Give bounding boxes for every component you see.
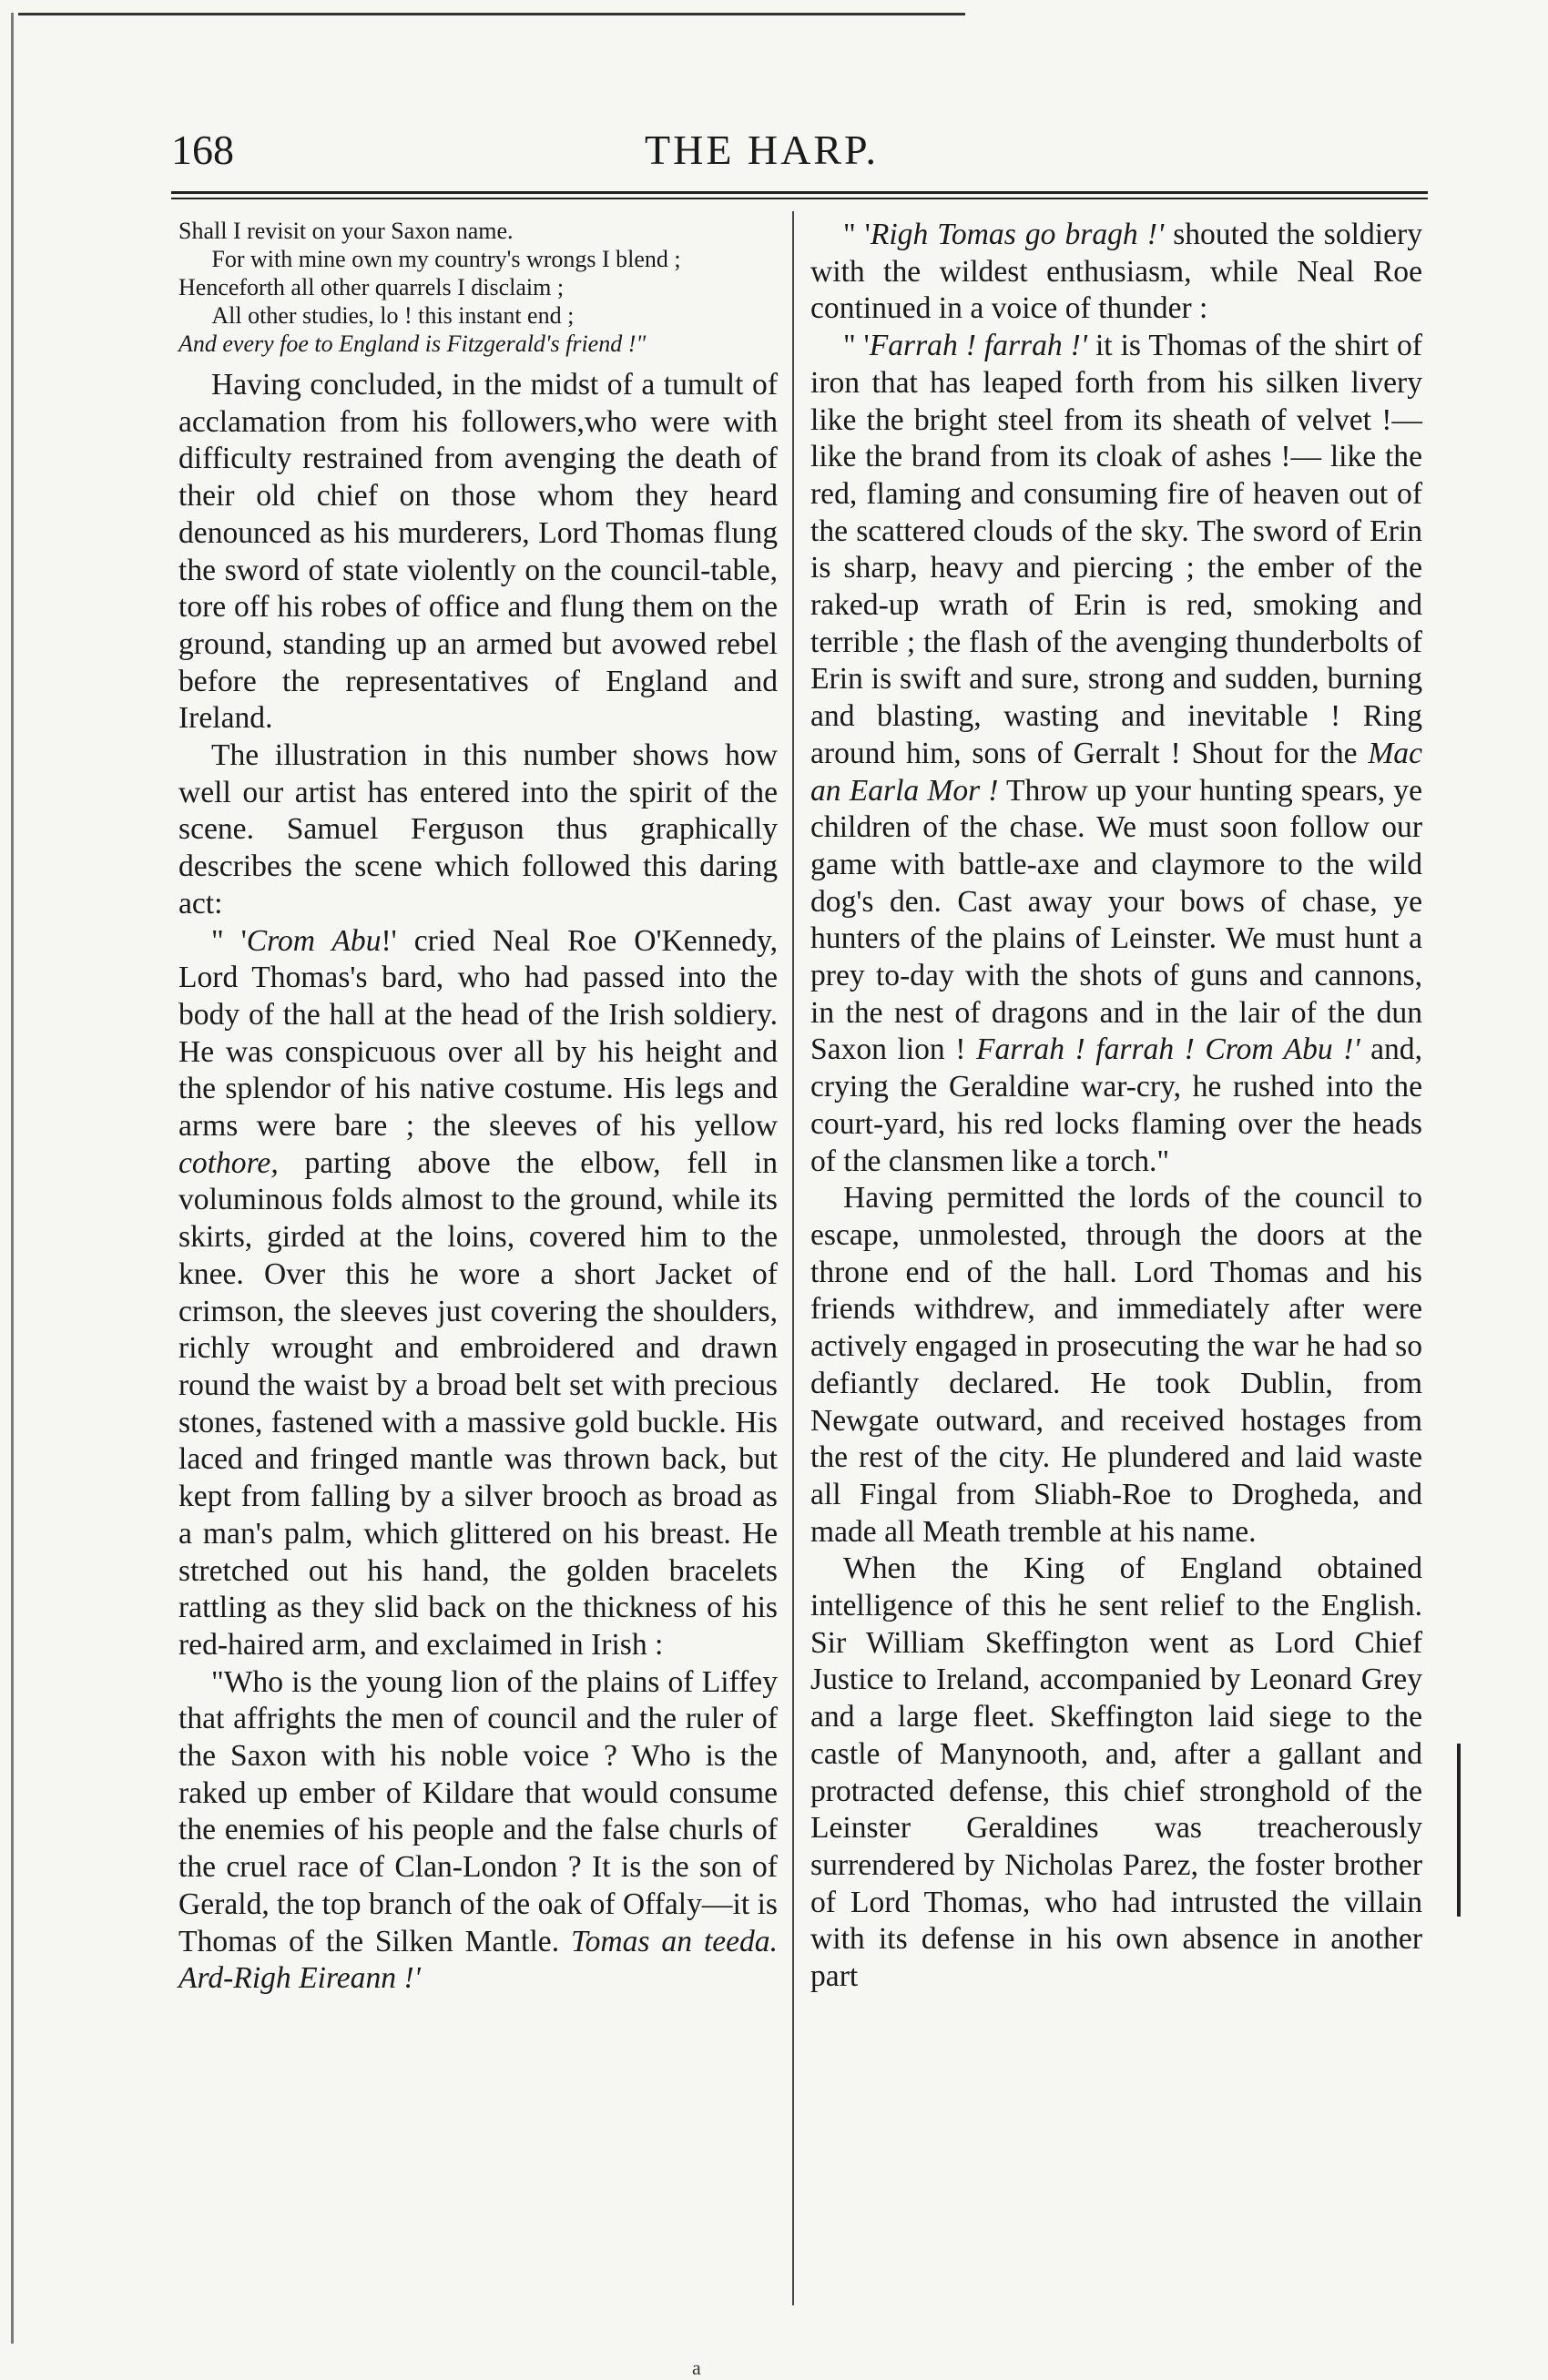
margin-bar	[1457, 1744, 1461, 1917]
italic-text: Farrah ! farrah ! Crom Abu !'	[976, 1032, 1360, 1067]
italic-text: Mac an Earla Mor !	[810, 736, 1422, 808]
right-column	[810, 217, 1422, 1996]
top-edge-rule	[18, 13, 965, 15]
header-rule-bottom	[171, 198, 1428, 199]
bottom-mark: a	[692, 2356, 701, 2379]
paragraph	[810, 217, 1422, 328]
text-run: parting above the elbow, fell in voluminous folds almost to the ground, while its skirts, girded at the loins, covered him to the knee. Over this he wore a short Jacket of crimson, the sleeves just covering the shoulders, richly wrought and embroidered and drawn round the waist by a broad belt set with precious stones, fastened with a massive gold buckle. His laced and fringed mantle was thrown back, but kept from falling by a silver brooch as broad as a man's palm, which glittered on his breast. He stretched out his hand, the golden bracelets rattling as they slid back on the thickness of his red-haired arm, and exclaimed in Irish :	[178, 1145, 778, 1662]
italic-text: Crom Abu	[246, 923, 382, 958]
text-run: "Who is the young lion of the plains of Liffey that affrights the men of council and the ruler of the Saxon with his noble voice ? Who is the raked up ember of Kildare that would consume the enemies of his people and the false churls of the cruel race of Clan-London ? It is the son of Gerald, the top branch of the oak of Offaly—it is Thomas of the Silken Mantle.	[178, 1664, 778, 1958]
paragraph: Having concluded, in the midst of a tumult of acclamation from his followers,who were with difficulty restrained from avenging the death of their old chief on those whom they heard denounced as his murderers, Lord Thomas flung the sword of state violently on the council-table, tore off his robes of office and flung them on the ground, standing up an armed but avowed rebel before the representatives of England and Ireland.	[178, 368, 778, 736]
italic-text: cothore,	[178, 1145, 279, 1180]
italic-text: Tomas an teeda. Ard-Righ Eireann !'	[178, 1924, 778, 1996]
header-rule-top	[171, 191, 1428, 194]
quote-open: " '	[843, 218, 871, 251]
italic-text: Farrah ! farrah !'	[869, 329, 1087, 363]
running-title: THE HARP.	[645, 127, 880, 173]
paragraph	[178, 1664, 778, 1998]
page-number: 168	[171, 127, 234, 173]
paragraph	[810, 328, 1422, 1180]
text-run: shouted the soldiery with the wildest enthusiasm, while Neal Roe continued in a voice of thunder :	[810, 218, 1422, 326]
column-divider	[792, 211, 794, 2305]
poem-line: Shall I revisit on your Saxon name.	[178, 218, 514, 244]
page-edge-border	[11, 13, 14, 2344]
poem-line: Henceforth all other quarrels I disclaim ;	[178, 274, 565, 300]
page-header	[171, 126, 1428, 189]
poem-line: And every foe to England is Fitzgerald's friend !"	[178, 331, 647, 357]
paragraph: Having permitted the lords of the council to escape, unmolested, through the doors at the throne end of the hall. Lord Thomas and his friends withdrew, and immediately after were actively engaged in prosecuting the war he had so defiantly declared. He took Dublin, from Newgate outward, and received hostages from the rest of the city. He plundered and laid waste all Fingal from Sliabh-Roe to Drogheda, and made all Meath tremble at his name.	[810, 1181, 1422, 1549]
quote-open: " '	[211, 923, 247, 958]
text-run: Throw up your hunting spears, ye children of the chase. We must soon follow our game with battle-axe and claymore to the wild dog's den. Cast away your bows of chase, ye hunters of the plains of Leinster. We must hunt a prey to-day with the shots of guns and cannons, in the nest of dragons and in the lair of the dun Saxon lion !	[810, 773, 1422, 1067]
paragraph: The illustration in this number shows how well our artist has entered into the spirit of the scene. Samuel Ferguson thus graphically describes the scene which followed this daring act:	[178, 738, 778, 920]
text-run: and, crying the Geraldine war-cry, he rushed into the court-yard, his red locks flaming over the heads of the clansmen like a torch."	[810, 1032, 1422, 1178]
poem-line: For with mine own my country's wrongs I blend ;	[211, 246, 681, 272]
italic-text: Righ Tomas go bragh !'	[870, 218, 1165, 251]
poem-line: All other studies, lo ! this instant end ;	[211, 302, 575, 329]
quote-open: " '	[843, 329, 870, 363]
text-run: !' cried Neal Roe O'Kennedy, Lord Thomas's bard, who had passed into the body of the hall at the head of the Irish soldiery. He was conspicuous over all by his height and the splendor of his native costume. His legs and arms were bare ; the sleeves of his yellow	[178, 923, 778, 1144]
text-run: it is Thomas of the shirt of iron that has leaped forth from his silken livery like the bright steel from its sheath of velvet !—like the brand from its cloak of ashes !— like the red, flaming and consuming fire of heaven out of the scattered clouds of the sky. The sword of Erin is sharp, heavy and piercing ; the ember of the raked-up wrath of Erin is red, smoking and terrible ; the flash of the avenging thunderbolts of Erin is swift and sure, strong and sudden, burning and blasting, wasting and inevitable ! Ring around him, sons of Gerralt ! Shout for the	[810, 329, 1422, 770]
paragraph: When the King of England obtained intelligence of this he sent relief to the English. Sir William Skeffington went as Lord Chief Justice to Ireland, accompanied by Leonard Grey and a large fleet. Skeffington laid siege to the castle of Manynooth, and, after a gallant and protracted defense, this chief stronghold of the Leinster Geraldines was treacherously surrendered by Nicholas Parez, the foster brother of Lord Thomas, who had intrusted the villain with its defense in his own absence in another part	[810, 1551, 1422, 1994]
left-column	[178, 217, 778, 1998]
paragraph	[178, 923, 778, 1664]
poem-stanza	[178, 217, 778, 358]
